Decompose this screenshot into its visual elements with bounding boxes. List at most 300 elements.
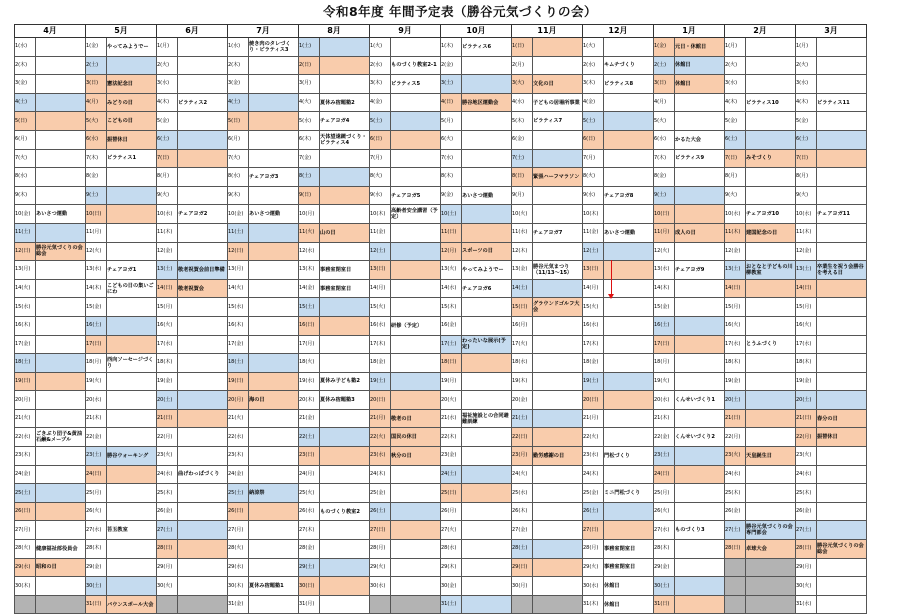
event-label: ピラティス11	[817, 99, 850, 106]
event-cell	[320, 558, 370, 577]
date-cell: 24(木)	[370, 465, 391, 484]
event-cell	[178, 261, 228, 280]
date-cell: 24(日)	[86, 465, 107, 484]
event-cell	[533, 558, 583, 577]
date-cell: 15(金)	[654, 298, 675, 317]
month-header: 4月	[15, 25, 86, 38]
event-cell	[391, 447, 441, 466]
event-cell	[746, 168, 796, 187]
event-label: 春分の日	[817, 415, 838, 422]
date-cell: 24(水)	[157, 465, 178, 484]
event-cell	[391, 502, 441, 521]
event-cell	[533, 112, 583, 131]
date-cell: 21(日)	[796, 409, 817, 428]
event-cell	[249, 354, 299, 373]
event-cell	[533, 242, 583, 261]
date-cell: 11(金)	[583, 223, 604, 242]
day-row	[15, 186, 867, 205]
event-cell	[36, 558, 86, 577]
event-cell	[249, 447, 299, 466]
date-cell: 25(月)	[86, 484, 107, 503]
event-cell	[817, 484, 867, 503]
event-cell	[604, 205, 654, 224]
event-cell	[107, 595, 157, 614]
date-cell: 2(木)	[228, 56, 249, 75]
date-cell: 15(水)	[15, 298, 36, 317]
event-cell	[462, 595, 512, 614]
day-row	[15, 595, 867, 614]
event-cell	[533, 335, 583, 354]
event-cell	[320, 577, 370, 596]
event-cell	[604, 335, 654, 354]
date-cell: 5(水)	[299, 112, 320, 131]
date-cell: 16(水)	[370, 316, 391, 335]
event-cell	[178, 279, 228, 298]
date-cell: 19(金)	[796, 372, 817, 391]
date-cell: 14(日)	[796, 279, 817, 298]
event-cell	[178, 93, 228, 112]
event-label: こどもの日の集いごにわ	[107, 282, 154, 295]
date-cell: 27(水)	[86, 521, 107, 540]
annual-schedule-table	[14, 24, 867, 614]
date-cell: 6(金)	[512, 130, 533, 149]
event-cell	[107, 38, 157, 57]
date-cell	[370, 595, 391, 614]
event-cell	[817, 261, 867, 280]
day-row	[15, 391, 867, 410]
event-cell	[36, 112, 86, 131]
event-cell	[391, 558, 441, 577]
event-label: ものづくり3	[675, 527, 705, 534]
date-cell: 8(月)	[725, 168, 746, 187]
event-label: わったいな展示(予定)	[462, 338, 506, 351]
event-cell	[178, 465, 228, 484]
event-cell	[36, 521, 86, 540]
event-label: 昭和の日	[36, 564, 57, 571]
day-row	[15, 540, 867, 559]
event-label: 休館日	[604, 601, 620, 608]
day-row	[15, 354, 867, 373]
event-label: ピラティス6	[462, 43, 492, 50]
event-cell	[320, 595, 370, 614]
event-label: あいさつ運動	[36, 211, 68, 218]
date-cell: 29(土)	[299, 558, 320, 577]
event-cell	[249, 316, 299, 335]
date-cell: 18(土)	[228, 354, 249, 373]
event-cell	[36, 93, 86, 112]
event-cell	[817, 168, 867, 187]
event-cell	[746, 447, 796, 466]
date-cell: 6(木)	[299, 130, 320, 149]
date-cell: 1(水)	[15, 38, 36, 57]
date-cell: 7(火)	[228, 149, 249, 168]
event-cell	[675, 391, 725, 410]
date-cell: 18(月)	[654, 354, 675, 373]
event-cell	[533, 75, 583, 94]
event-cell	[462, 242, 512, 261]
date-cell: 3(水)	[157, 75, 178, 94]
date-cell: 19(土)	[583, 372, 604, 391]
event-label: 健康福祉部役員会	[36, 545, 78, 552]
event-label: ピラティス1	[107, 155, 137, 162]
date-cell: 7(火)	[15, 149, 36, 168]
event-cell	[36, 205, 86, 224]
event-cell	[817, 316, 867, 335]
date-cell: 6(土)	[796, 130, 817, 149]
date-cell: 28(水)	[441, 540, 462, 559]
event-label: 勝谷元気づくりの会専門部会	[746, 524, 793, 537]
day-row	[15, 372, 867, 391]
event-cell	[391, 130, 441, 149]
date-cell: 4(月)	[654, 93, 675, 112]
event-cell	[249, 223, 299, 242]
event-cell	[675, 372, 725, 391]
event-cell	[817, 428, 867, 447]
event-cell	[462, 56, 512, 75]
date-cell: 30(日)	[299, 577, 320, 596]
date-cell: 12(日)	[228, 242, 249, 261]
event-cell	[462, 279, 512, 298]
event-cell	[36, 298, 86, 317]
event-cell	[249, 540, 299, 559]
date-cell: 8(月)	[157, 168, 178, 187]
date-cell: 6(月)	[15, 130, 36, 149]
date-cell: 11(水)	[512, 223, 533, 242]
event-cell	[462, 205, 512, 224]
day-row	[15, 75, 867, 94]
date-cell: 18(木)	[725, 354, 746, 373]
event-cell	[817, 130, 867, 149]
event-cell	[533, 540, 583, 559]
event-label: 山の日	[320, 229, 336, 236]
event-cell	[675, 298, 725, 317]
event-cell	[675, 112, 725, 131]
date-cell: 8(火)	[370, 168, 391, 187]
event-cell	[462, 316, 512, 335]
date-cell: 18(日)	[441, 354, 462, 373]
event-label: ピラティス10	[746, 99, 779, 106]
event-cell	[817, 93, 867, 112]
date-cell: 19(月)	[441, 372, 462, 391]
event-cell	[817, 595, 867, 614]
event-cell	[178, 130, 228, 149]
date-cell: 28(月)	[370, 540, 391, 559]
date-cell: 25(土)	[228, 484, 249, 503]
date-cell: 30(土)	[86, 577, 107, 596]
event-cell	[36, 316, 86, 335]
event-cell	[107, 428, 157, 447]
date-cell: 14(金)	[299, 279, 320, 298]
date-cell: 14(水)	[441, 279, 462, 298]
event-cell	[746, 279, 796, 298]
date-cell: 18(金)	[583, 354, 604, 373]
event-label: 敬老の日	[391, 415, 412, 422]
date-cell: 18(月)	[86, 354, 107, 373]
event-cell	[249, 279, 299, 298]
event-label: チェアヨガ9	[675, 266, 705, 273]
event-cell	[107, 186, 157, 205]
event-label: チェアヨガ11	[817, 211, 851, 218]
event-cell	[533, 595, 583, 614]
event-cell	[391, 577, 441, 596]
date-cell: 20(土)	[725, 391, 746, 410]
event-cell	[817, 465, 867, 484]
date-cell: 24(水)	[796, 465, 817, 484]
date-cell: 9(月)	[512, 186, 533, 205]
event-cell	[675, 130, 725, 149]
date-cell: 29(金)	[654, 558, 675, 577]
date-cell: 2(水)	[583, 56, 604, 75]
date-cell: 17(金)	[228, 335, 249, 354]
event-cell	[249, 409, 299, 428]
event-cell	[604, 168, 654, 187]
event-cell	[746, 428, 796, 447]
event-cell	[320, 335, 370, 354]
date-cell: 13(木)	[299, 261, 320, 280]
day-row	[15, 298, 867, 317]
event-cell	[817, 38, 867, 57]
date-cell: 23(水)	[370, 447, 391, 466]
date-cell: 13(水)	[86, 261, 107, 280]
event-cell	[462, 112, 512, 131]
event-cell	[746, 391, 796, 410]
event-cell	[604, 595, 654, 614]
date-cell: 30(土)	[654, 577, 675, 596]
date-cell: 24(金)	[15, 465, 36, 484]
event-cell	[391, 261, 441, 280]
event-label: 焼き肉のタレづくり・ピラティス3	[249, 40, 291, 53]
month-header: 1月	[654, 25, 725, 38]
event-cell	[320, 56, 370, 75]
date-cell: 5(木)	[512, 112, 533, 131]
date-cell: 14(火)	[228, 279, 249, 298]
event-cell	[746, 335, 796, 354]
date-cell: 3(日)	[654, 75, 675, 94]
date-cell: 10(水)	[796, 205, 817, 224]
event-cell	[675, 447, 725, 466]
date-cell: 28(木)	[86, 540, 107, 559]
event-cell	[249, 577, 299, 596]
event-cell	[36, 223, 86, 242]
event-cell	[533, 261, 583, 280]
date-cell: 15(金)	[86, 298, 107, 317]
date-cell: 19(金)	[725, 372, 746, 391]
event-cell	[462, 168, 512, 187]
date-cell: 29(火)	[370, 558, 391, 577]
event-cell	[462, 261, 512, 280]
event-cell	[249, 149, 299, 168]
event-label: 勝谷地区運動会	[462, 99, 499, 106]
date-cell: 13(土)	[725, 261, 746, 280]
event-label: 国民の休日	[391, 434, 417, 441]
date-cell: 12(金)	[725, 242, 746, 261]
date-cell: 21(火)	[15, 409, 36, 428]
event-cell	[178, 149, 228, 168]
date-cell: 9(火)	[157, 186, 178, 205]
event-cell	[604, 540, 654, 559]
date-cell: 17(金)	[15, 335, 36, 354]
event-cell	[391, 205, 441, 224]
event-cell	[604, 93, 654, 112]
event-cell	[107, 56, 157, 75]
date-cell: 9(火)	[725, 186, 746, 205]
event-label: チェアヨガ1	[107, 266, 137, 273]
date-cell: 31(日)	[86, 595, 107, 614]
event-label: 福祉施設との合同避難訓練	[462, 412, 509, 425]
date-cell: 22(水)	[15, 428, 36, 447]
date-cell: 7(月)	[370, 149, 391, 168]
date-cell: 17(日)	[654, 335, 675, 354]
event-cell	[178, 56, 228, 75]
date-cell: 6(月)	[228, 130, 249, 149]
date-cell: 31(日)	[654, 595, 675, 614]
event-cell	[817, 56, 867, 75]
event-cell	[675, 521, 725, 540]
date-cell: 3(火)	[512, 75, 533, 94]
event-cell	[320, 279, 370, 298]
event-cell	[320, 149, 370, 168]
event-cell	[36, 56, 86, 75]
month-header: 3月	[796, 25, 867, 38]
event-cell	[604, 242, 654, 261]
event-cell	[675, 93, 725, 112]
event-cell	[817, 521, 867, 540]
date-cell: 24(土)	[441, 465, 462, 484]
date-cell: 15(土)	[299, 298, 320, 317]
event-label: 事務室閉室日	[320, 266, 352, 273]
event-label: みそづくり	[746, 155, 772, 162]
event-cell	[249, 298, 299, 317]
event-cell	[533, 56, 583, 75]
date-cell: 19(土)	[370, 372, 391, 391]
event-label: 休館日	[675, 80, 691, 87]
date-cell: 14(日)	[157, 279, 178, 298]
date-cell	[725, 577, 746, 596]
date-cell: 28(金)	[299, 540, 320, 559]
date-cell: 28(木)	[654, 540, 675, 559]
event-label: とうふづくり	[746, 341, 778, 348]
date-cell: 25(木)	[157, 484, 178, 503]
day-row	[15, 149, 867, 168]
date-cell: 26(月)	[441, 502, 462, 521]
event-label: ものづくり教室2	[320, 508, 360, 515]
event-cell	[320, 112, 370, 131]
date-cell: 25(金)	[370, 484, 391, 503]
event-label: チェアヨガ6	[462, 285, 492, 292]
date-cell: 5(火)	[654, 112, 675, 131]
date-cell: 23(月)	[512, 447, 533, 466]
date-cell: 11(木)	[725, 223, 746, 242]
event-cell	[746, 261, 796, 280]
date-cell: 7(金)	[299, 149, 320, 168]
day-row	[15, 205, 867, 224]
event-cell	[746, 316, 796, 335]
event-label: 敬老祝賀会前日準備	[178, 266, 225, 273]
event-cell	[107, 93, 157, 112]
event-cell	[604, 75, 654, 94]
event-cell	[746, 93, 796, 112]
date-cell: 25(金)	[583, 484, 604, 503]
date-cell: 8(土)	[299, 168, 320, 187]
event-cell	[462, 577, 512, 596]
event-cell	[462, 38, 512, 57]
date-cell: 30(木)	[228, 577, 249, 596]
event-label: バウンスボール大会	[107, 601, 154, 608]
event-label: グラウンドゴルフ大会	[533, 301, 580, 314]
event-cell	[675, 540, 725, 559]
event-label: 勝谷元気づくりの会総会	[36, 245, 83, 258]
date-cell: 14(月)	[583, 279, 604, 298]
date-cell: 30(金)	[441, 577, 462, 596]
date-cell: 31(金)	[228, 595, 249, 614]
event-cell	[533, 354, 583, 373]
date-cell: 3(水)	[796, 75, 817, 94]
date-cell: 10(金)	[228, 205, 249, 224]
date-cell: 29(水)	[228, 558, 249, 577]
date-cell: 21(水)	[441, 409, 462, 428]
event-cell	[391, 354, 441, 373]
event-cell	[391, 298, 441, 317]
date-cell: 9(木)	[228, 186, 249, 205]
event-cell	[107, 205, 157, 224]
event-cell	[746, 540, 796, 559]
date-cell: 28(日)	[157, 540, 178, 559]
event-cell	[462, 447, 512, 466]
date-cell: 10(月)	[299, 205, 320, 224]
event-cell	[675, 316, 725, 335]
date-cell: 19(日)	[15, 372, 36, 391]
date-cell: 22(金)	[654, 428, 675, 447]
event-cell	[391, 56, 441, 75]
day-row	[15, 242, 867, 261]
date-cell: 21(木)	[654, 409, 675, 428]
event-cell	[604, 558, 654, 577]
event-cell	[533, 447, 583, 466]
event-cell	[817, 279, 867, 298]
event-label: キムチづくり	[604, 62, 635, 69]
event-cell	[533, 521, 583, 540]
event-label: スポーツの日	[462, 248, 493, 255]
event-cell	[391, 316, 441, 335]
event-cell	[107, 502, 157, 521]
date-cell: 10(水)	[725, 205, 746, 224]
event-cell	[36, 540, 86, 559]
date-cell: 30(水)	[370, 577, 391, 596]
event-label: 夏休み子ども塾2	[320, 378, 360, 385]
event-cell	[391, 93, 441, 112]
date-cell: 20(金)	[512, 391, 533, 410]
date-cell: 22(土)	[299, 428, 320, 447]
date-cell: 19(金)	[157, 372, 178, 391]
date-cell: 16(日)	[299, 316, 320, 335]
event-label: 事務室閉室日	[604, 545, 636, 552]
event-label: 天皇誕生日	[746, 452, 772, 459]
event-cell	[107, 112, 157, 131]
date-cell: 22(月)	[157, 428, 178, 447]
date-cell: 2(金)	[441, 56, 462, 75]
date-cell: 27(火)	[441, 521, 462, 540]
month-header: 8月	[299, 25, 370, 38]
date-cell: 23(木)	[15, 447, 36, 466]
event-cell	[746, 56, 796, 75]
date-cell: 23(火)	[725, 447, 746, 466]
event-cell	[178, 316, 228, 335]
event-cell	[533, 38, 583, 57]
event-cell	[36, 484, 86, 503]
date-cell: 10(木)	[583, 205, 604, 224]
date-cell: 11(月)	[86, 223, 107, 242]
date-cell: 1(日)	[512, 38, 533, 57]
